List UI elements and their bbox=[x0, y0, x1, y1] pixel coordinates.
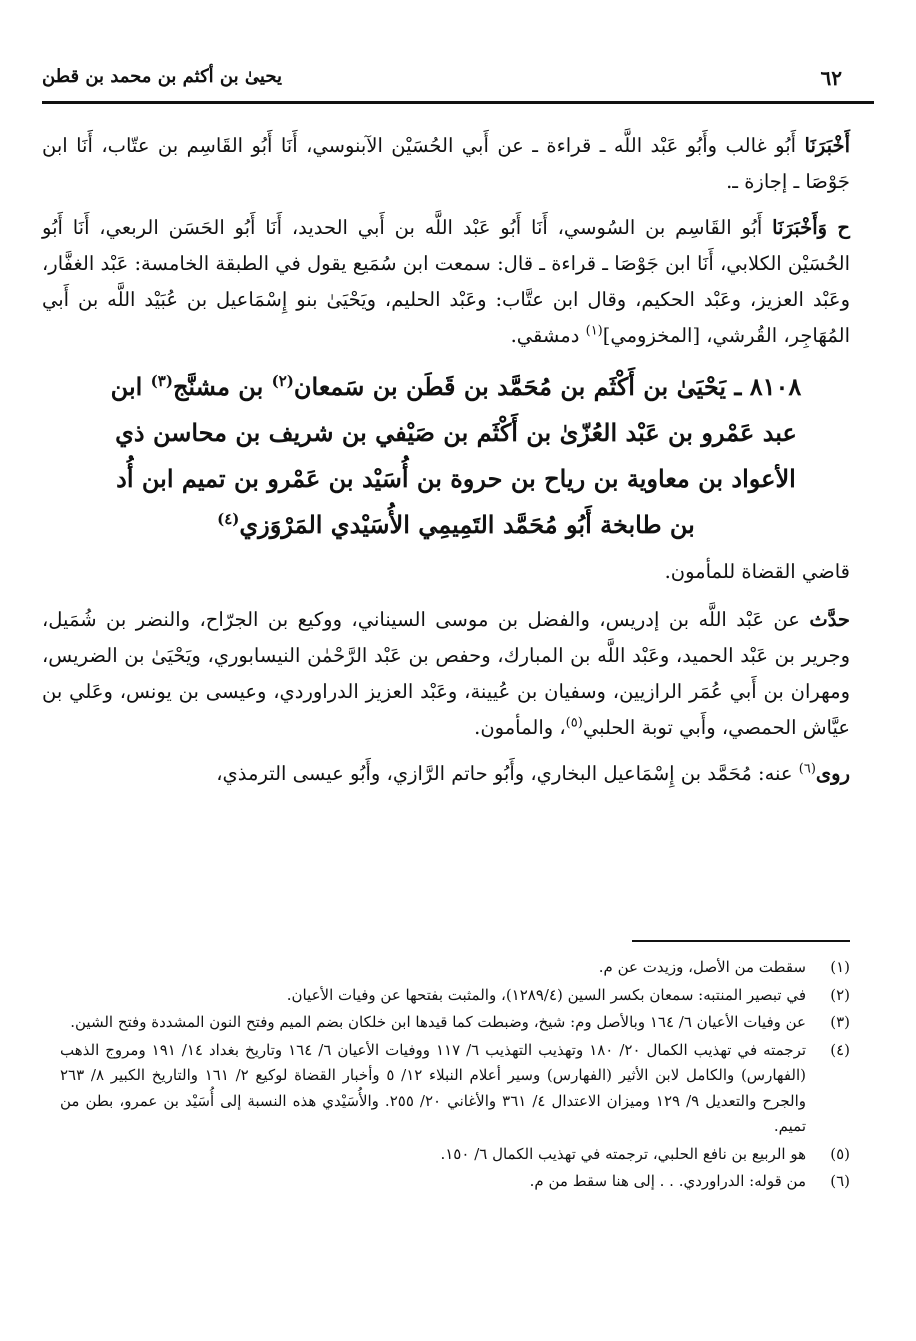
footnote-text: عن وفيات الأعيان ٦/ ١٦٤ وبالأصل وم: شيخ، وضبطت كما قيدها ابن خلكان بضم الميم وفتح النون المشددة وفتح الشين. bbox=[70, 1013, 806, 1031]
paragraph-2-text-end: دمشقي. bbox=[510, 324, 586, 347]
paragraph-2 bbox=[42, 210, 850, 354]
footnote-text: في تبصير المنتبه: سمعان بكسر السين (١٢٨٩/٤)، والمثبت بفتحها عن وفيات الأعيان. bbox=[286, 985, 806, 1004]
main-text bbox=[42, 128, 850, 802]
footnote-ref-3: (٣) bbox=[150, 372, 173, 390]
footnote-number: (٥) bbox=[830, 1144, 850, 1163]
footnote bbox=[60, 955, 850, 981]
footnote-number: (٤) bbox=[830, 1040, 850, 1059]
footnote-text: سقطت من الأصل، وزيدت عن م. bbox=[598, 958, 806, 976]
entry-name-part-2: بن مشنَّج bbox=[172, 372, 272, 401]
entry-name-part-3: ابن عبد عَمْرو بن عَبْد العُزّىٰ بن أَكْثَم بن صَيْفي بن شريف بن محاسن ذي الأعواد بن معاوية بن رياح بن حروة بن أُسَيْد بن عَمْرو بن تميم ابن أُد بن طابخة أَبُو مُحَمَّد التَمِيمِي الأُسَيْدي المَرْوَزي bbox=[110, 372, 797, 539]
footnote-ref-6: (٦) bbox=[798, 761, 816, 777]
footnote-number: (٢) bbox=[830, 985, 850, 1004]
footnote-ref-5: (٥) bbox=[565, 715, 583, 731]
footnotes bbox=[60, 955, 850, 1197]
footnote bbox=[60, 1010, 850, 1036]
running-title: يحيىٰ بن أكثم بن محمد بن قطن bbox=[42, 66, 282, 87]
paragraph-2-text: أَبُو القَاسِم بن السُوسي، أَنَا أَبُو عَبْد اللَّه بن أَبي الحديد، أَنَا أَبُو الحَسَن الربعي، أَنَا أَبُو الحُسَيْن الكلابي، أَنَا ابن جَوْصَا ـ قراءة ـ قال: سمعت ابن سُمَيع يقول في الطبقة الخامسة: عَبْد الغفَّار، وعَبْد العزيز، وعَبْد الحكيم، وقال ابن عتَّاب: وعَبْد الحليم، ويَحْيَىٰ بنو إِسْمَاعيل بن عُبَيْد اللَّه بن أَبي المُهَاجِر، القُرشي، [المخزومي] bbox=[42, 216, 850, 347]
footnote-text: ترجمته في تهذيب الكمال ٢٠/ ١٨٠ وتهذيب التهذيب ٦/ ١١٧ ووفيات الأعيان ٦/ ١٦٤ وتاريخ بغداد ١٤/ ١٩١ ومروج الذهب (الفهارس) والكامل لابن الأثير (الفهارس) وسير أعلام النبلاء ١٢/ ٥ وأخبار القضاة لوكيع ٢/ ١٦١ والتاريخ الكبير ٨/ ٢٦٣ والجرح والتعديل ٩/ ١٢٩ وميزان الاعتدال ٤/ ٣٦١ والأغاني ٢٠/ ٢٥٥. والأُسَيْدي هذه النسبة إلى أُسَيْد بن عمرو، بطن من تميم. bbox=[60, 1040, 807, 1135]
paragraph-1-text: أَبُو غالب وأَبُو عَبْد اللَّه ـ قراءة ـ عن أَبي الحُسَيْن الآبنوسي، أَنَا أَبُو القَاسِم بن عتّاب، أَنَا ابن جَوْصَا ـ إجازة ـ. bbox=[42, 134, 850, 193]
paragraph-3-lead: حدَّث bbox=[809, 608, 850, 631]
header-rule bbox=[42, 101, 874, 104]
footnote-rule bbox=[632, 940, 850, 942]
footnote-text: هو الربيع بن نافع الحلبي، ترجمته في تهذيب الكمال ٦/ ١٥٠. bbox=[440, 1144, 806, 1163]
paragraph-1 bbox=[42, 128, 850, 200]
biography-entry-heading bbox=[102, 364, 810, 548]
paragraph-3-text: عن عَبْد اللَّه بن إدريس، والفضل بن موسى السيناني، ووكيع بن الجرّاح، والنضر بن شُمَيل، وجرير بن عَبْد الحميد، وعَبْد اللَّه بن المبارك، وحفص بن عَبْد الرَّحْمٰن النيسابوري، ويَحْيَىٰ بن الضريس، ومهران بن أَبي عُمَر الرازيين، وسفيان بن عُيينة، وعَبْد العزيز الدراوردي، وعيسى بن يونس، وعَلي بن عيَّاش الحمصي، وأَبي توبة الحلبي bbox=[42, 608, 850, 739]
footnote-number: (٦) bbox=[830, 1172, 850, 1190]
entry-name-part-1: ٨١٠٨ ـ يَحْيَىٰ بن أَكْثَم بن مُحَمَّد بن قَطَن بن سَمعان bbox=[293, 372, 802, 401]
footnote-ref-4: (٤) bbox=[217, 510, 240, 528]
footnote bbox=[60, 983, 850, 1009]
footnote bbox=[60, 1142, 850, 1168]
footnote bbox=[60, 1038, 850, 1140]
footnote-number: (١) bbox=[830, 958, 850, 976]
entry-role: قاضي القضاة للمأمون. bbox=[664, 560, 850, 583]
paragraph-1-lead: أَخْبَرَنَا bbox=[804, 134, 850, 157]
footnote-text: من قوله: الدراوردي. . . إلى هنا سقط من م. bbox=[529, 1172, 806, 1190]
paragraph-4-text: عنه: مُحَمَّد بن إِسْمَاعيل البخاري، وأَبُو حاتم الرَّازي، وأَبُو عيسى الترمذي، bbox=[216, 762, 799, 785]
footnote-number: (٣) bbox=[830, 1013, 850, 1031]
footnote-ref-2: (٢) bbox=[271, 372, 294, 390]
paragraph-4-lead: روى bbox=[815, 762, 850, 785]
footnote bbox=[60, 1169, 850, 1195]
running-head bbox=[42, 66, 842, 106]
paragraph-2-lead: ح وَأَخْبَرَنَا bbox=[772, 216, 851, 239]
page-number: ٦٢ bbox=[820, 66, 842, 90]
footnote-ref-1: (١) bbox=[585, 323, 603, 339]
paragraph-3-text-end: ، والمأمون. bbox=[474, 716, 566, 739]
paragraph-3 bbox=[42, 602, 850, 746]
paragraph-4 bbox=[42, 756, 850, 792]
